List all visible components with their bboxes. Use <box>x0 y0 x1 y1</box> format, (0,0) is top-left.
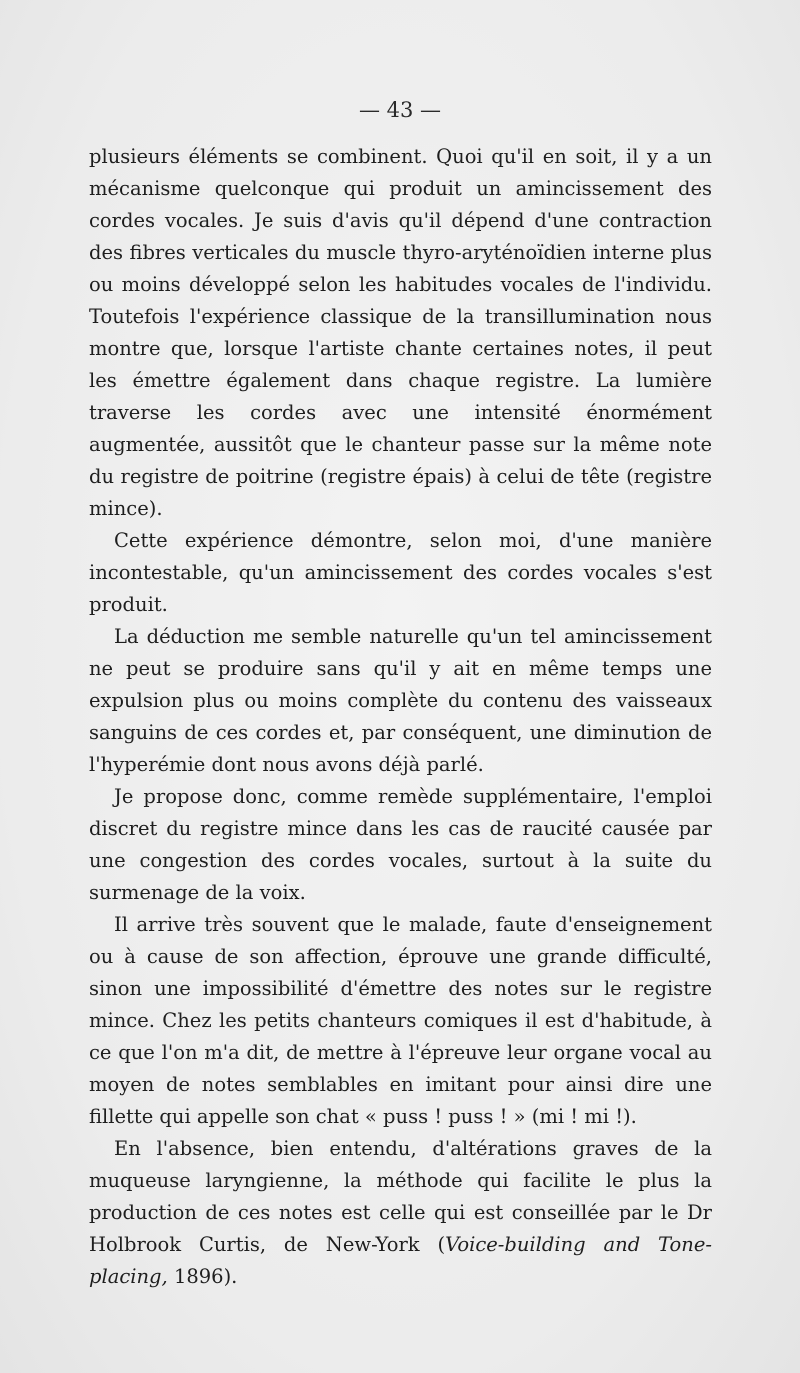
paragraph-3: La déduction me semble naturelle qu'un tel amincissement ne peut se produire sans qu'il y ait en même temps une expulsion plus ou moins complète du contenu des vaisseaux sanguins de ces cordes et, par conséquent, une diminution de l'hyperémie dont nous avons déjà parlé. <box>89 625 712 776</box>
paragraph-6-text: En l'absence, bien entendu, d'altérations graves de la muqueuse laryngienne, la méthode qui facilite le plus la production de ces notes est celle qui est conseillée par le Dr Holbrook Curtis, de New-York ( <box>89 1137 712 1256</box>
page-number: — 43 — <box>358 98 442 122</box>
paragraph-1: plusieurs éléments se combinent. Quoi qu'il en soit, il y a un mécanisme quelconque qui produit un amincissement des cordes vocales. Je suis d'avis qu'il dépend d'une contraction des fibres verticales du muscle thyro-aryténoïdien interne plus ou moins développé selon les habitudes vocales de l'individu. Toutefois l'expérience classique de la transillumination nous montre que, lorsque l'artiste chante certaines notes, il peut les émettre également dans chaque registre. La lumière traverse les cordes avec une intensité énormément augmentée, aussitôt que le chanteur passe sur la même note du registre de poitrine (registre épais) à celui de tête (registre mince). <box>89 145 712 520</box>
paragraph-4: Je propose donc, comme remède supplémentaire, l'emploi discret du registre mince dans les cas de raucité causée par une congestion des cordes vocales, surtout à la suite du surmenage de la voix. <box>89 785 712 904</box>
paragraph-6 <box>89 1133 712 1293</box>
body-text <box>89 141 712 1293</box>
paragraph-2: Cette expérience démontre, selon moi, d'une manière incontestable, qu'un amincissement des cordes vocales s'est produit. <box>89 529 712 616</box>
paragraph-6-end: 1896). <box>167 1265 238 1288</box>
paragraph-5: Il arrive très souvent que le malade, faute d'enseignement ou à cause de son affection, éprouve une grande difficulté, sinon une impossibilité d'émettre des notes sur le registre mince. Chez les petits chanteurs comiques il est d'habitude, à ce que l'on m'a dit, de mettre à l'épreuve leur organe vocal au moyen de notes semblables en imitant pour ainsi dire une fillette qui appelle son chat « puss ! puss ! » (mi ! mi !). <box>89 913 712 1128</box>
book-title: Voice-building and Tone-placing, <box>89 1233 712 1288</box>
